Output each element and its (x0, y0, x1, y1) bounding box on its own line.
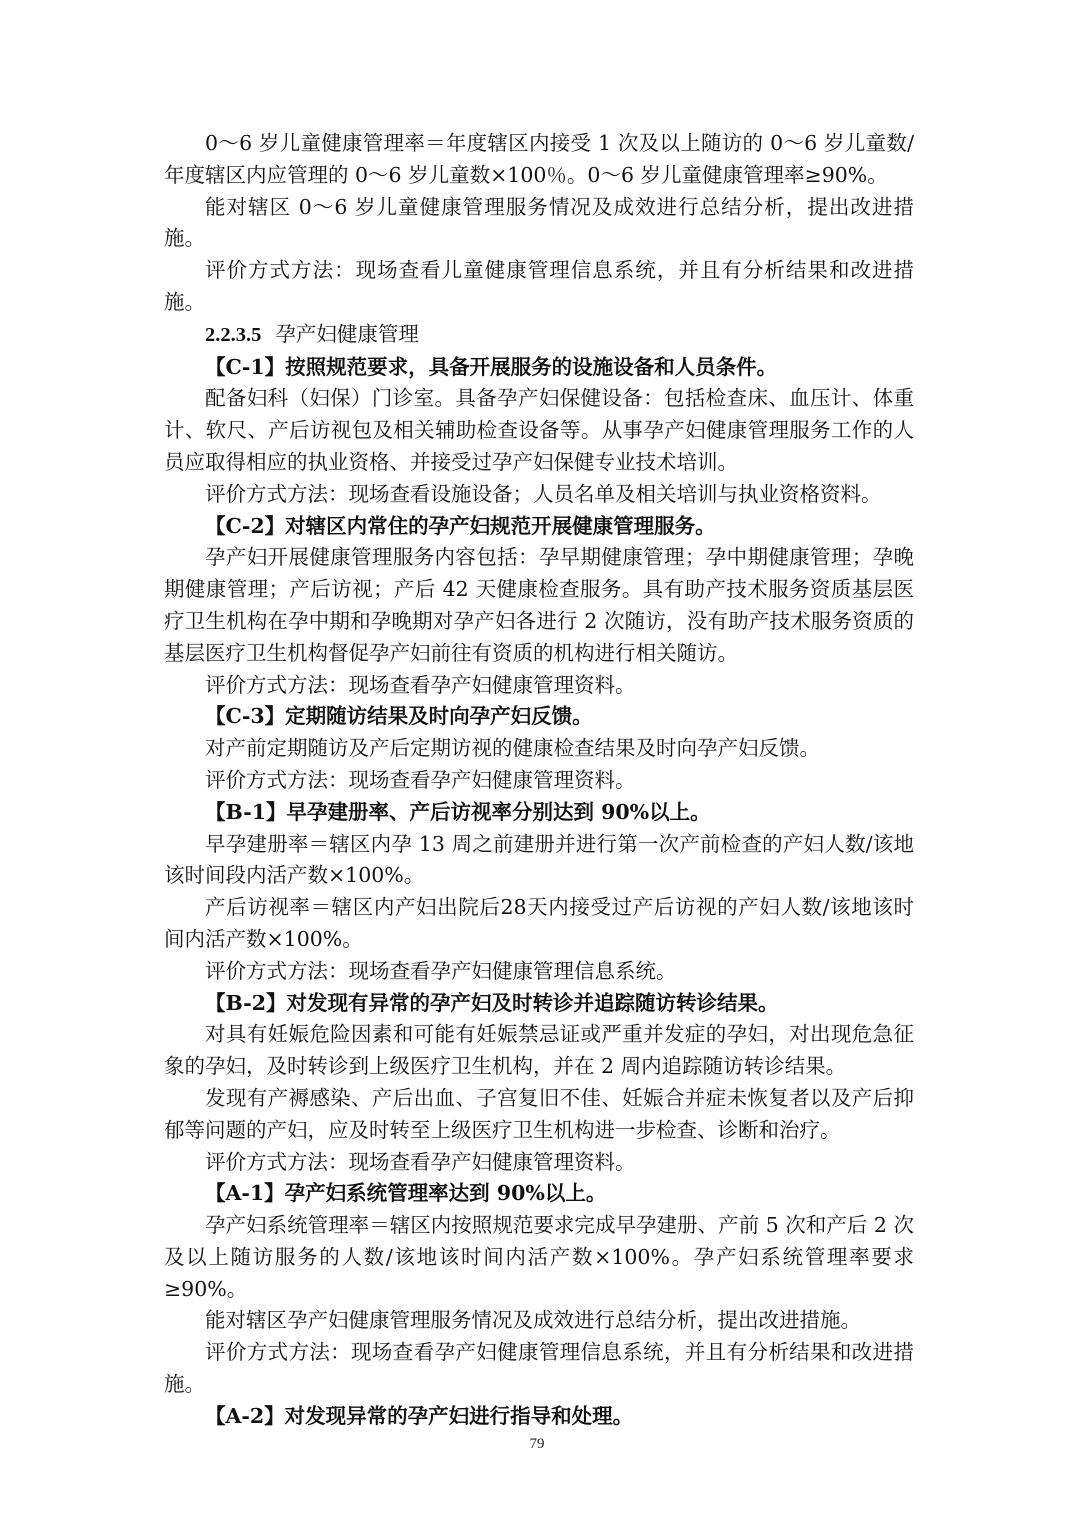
paragraph-c2-content: 孕产妇开展健康管理服务内容包括：孕早期健康管理；孕中期健康管理；孕晚期健康管理；产后访视；产后 42 天健康检查服务。具有助产技术服务资质基层医疗卫生机构在孕中期和孕晚期对孕产妇各进行 2 次随访，没有助产技术服务资质的基层医疗卫生机构督促孕产妇前往有资质的机构进行相关随访。 (164, 545, 914, 665)
paragraph-a1-evaluation: 评价方式方法：现场查看孕产妇健康管理信息系统，并且有分析结果和改进措施。 (164, 1340, 914, 1397)
section-title: 孕产妇健康管理 (275, 321, 419, 346)
paragraph-b2-evaluation: 评价方式方法：现场查看孕产妇健康管理资料。 (205, 1149, 636, 1174)
page-number: 79 (529, 1436, 545, 1452)
page-content (164, 128, 914, 1433)
paragraph-c1-requirements: 配备妇科（妇保）门诊室。具备孕产妇保健设备：包括检查床、血压计、体重计、软尺、产后访视包及相关辅助检查设备等。从事孕产妇健康管理服务工作的人员应取得相应的执业资格、并接受过孕产妇保健专业技术培训。 (164, 386, 914, 474)
criterion-c3: 【C-3】定期随访结果及时向孕产妇反馈。 (205, 704, 593, 729)
criterion-b2: 【B-2】对发现有异常的孕产妇及时转诊并追踪随访转诊结果。 (205, 990, 779, 1015)
criterion-b1: 【B-1】早孕建册率、产后访视率分别达到 90%以上。 (205, 799, 711, 824)
criterion-a1: 【A-1】孕产妇系统管理率达到 90%以上。 (205, 1181, 607, 1206)
paragraph-b1-postpartum-visit-rate: 产后访视率＝辖区内产妇出院后28天内接受过产后访视的产妇人数/该地该时间内活产数×100%。 (164, 895, 914, 951)
paragraph-child-health-analysis: 能对辖区 0～6 岁儿童健康管理服务情况及成效进行总结分析，提出改进措施。 (164, 194, 914, 251)
paragraph-b1-early-registration-rate: 早孕建册率＝辖区内孕 13 周之前建册并进行第一次产前检查的产妇人数/该地该时间段内活产数×100%。 (164, 831, 914, 888)
paragraph-c1-evaluation: 评价方式方法：现场查看设施设备；人员名单及相关培训与执业资格资料。 (205, 481, 882, 506)
criterion-c1: 【C-1】按照规范要求，具备开展服务的设施设备和人员条件。 (205, 354, 778, 379)
paragraph-a1-system-management-rate: 孕产妇系统管理率＝辖区内按照规范要求完成早孕建册、产前 5 次和产后 2 次及以上随访服务的人数/该地该时间内活产数×100%。孕产妇系统管理率要求≥90%。 (164, 1213, 914, 1301)
paragraph-a1-analysis: 能对辖区孕产妇健康管理服务情况及成效进行总结分析，提出改进措施。 (205, 1308, 861, 1333)
paragraph-child-health-evaluation: 评价方式方法：现场查看儿童健康管理信息系统，并且有分析结果和改进措施。 (164, 258, 914, 314)
paragraph-c3-evaluation: 评价方式方法：现场查看孕产妇健康管理资料。 (205, 767, 636, 792)
paragraph-child-health-rate-formula: 0～6 岁儿童健康管理率＝年度辖区内接受 1 次及以上随访的 0～6 岁儿童数/年度辖区内应管理的 0～6 岁儿童数×100％。0～6 岁儿童健康管理率≥90%。 (164, 131, 914, 187)
paragraph-c3-content: 对产前定期随访及产后定期访视的健康检查结果及时向孕产妇反馈。 (205, 736, 820, 761)
paragraph-c2-evaluation: 评价方式方法：现场查看孕产妇健康管理资料。 (205, 672, 636, 697)
paragraph-b2-postpartum-issues: 发现有产褥感染、产后出血、子宫复旧不佳、妊娠合并症未恢复者以及产后抑郁等问题的产妇，应及时转至上级医疗卫生机构进一步检查、诊断和治疗。 (164, 1085, 914, 1142)
section-number: 2.2.3.5 (205, 323, 262, 346)
criterion-a2: 【A-2】对发现异常的孕产妇进行指导和处理。 (205, 1403, 634, 1428)
paragraph-b1-evaluation: 评价方式方法：现场查看孕产妇健康管理信息系统。 (205, 958, 677, 983)
criterion-c2: 【C-2】对辖区内常住的孕产妇规范开展健康管理服务。 (205, 513, 716, 538)
paragraph-b2-referral: 对具有妊娠危险因素和可能有妊娠禁忌证或严重并发症的孕妇，对出现危急征象的孕妇，及时转诊到上级医疗卫生机构，并在 2 周内追踪随访转诊结果。 (164, 1022, 914, 1079)
section-heading (164, 319, 914, 352)
